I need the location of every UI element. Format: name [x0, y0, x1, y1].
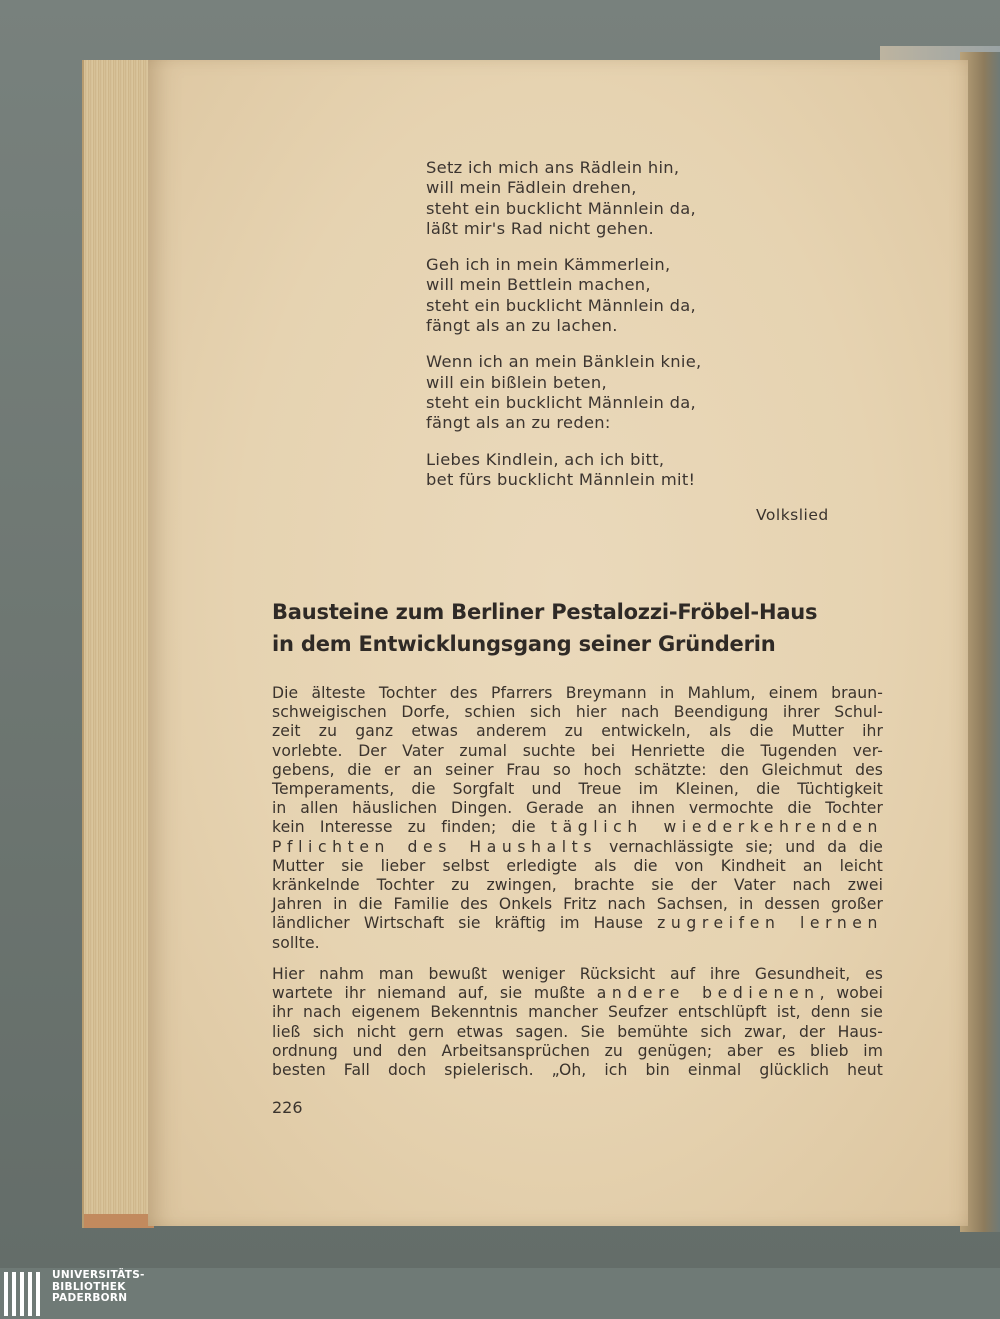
library-name [52, 1270, 145, 1305]
text-line [272, 838, 883, 857]
poem-stanza [426, 255, 846, 336]
poem-line: läßt mir's Rad nicht gehen. [426, 218, 654, 238]
poem [426, 158, 846, 506]
poem-stanza [426, 352, 846, 433]
text-run: ordnung und den Arbeitsansprüchen zu genügen; aber es blieb im [272, 1041, 883, 1060]
article-paragraph [272, 965, 883, 1080]
poem-line: will ein bißlein beten, [426, 372, 607, 392]
poem-line: steht ein bucklicht Männlein da, [426, 295, 697, 315]
text-run: Temperaments, die Sorgfalt und Treue im Kleinen, die Tüchtigkeit [272, 780, 883, 799]
text-run: ihr nach eigenem Bekenntnis mancher Seufzer entschlüpft ist, denn sie [272, 1003, 883, 1022]
text-line [272, 818, 883, 837]
text-run: kränkelnde Tochter zu zwingen, brachte sie der Vater nach zwei [272, 876, 883, 895]
text-line [272, 965, 883, 984]
emphasis-run: täglich wiederkehrenden [550, 818, 883, 837]
poem-line: will mein Bettlein machen, [426, 275, 651, 295]
poem-line: fängt als an zu reden: [426, 413, 611, 433]
poem-line: steht ein bucklicht Männlein da, [426, 392, 697, 412]
poem-stanza [426, 158, 846, 239]
poem-line: Wenn ich an mein Bänklein knie, [426, 352, 702, 372]
page-number: 226 [272, 1098, 303, 1117]
text-line [272, 934, 883, 953]
library-name-line: BIBLIOTHEK [52, 1280, 126, 1293]
text-line [272, 722, 883, 741]
poem-stanza [426, 450, 846, 491]
emphasis-run: andere bedienen [596, 984, 820, 1003]
poem-line: will mein Fädlein drehen, [426, 178, 637, 198]
library-footer [0, 1268, 1000, 1319]
text-line [272, 1023, 883, 1042]
poem-line: steht ein bucklicht Männlein da, [426, 198, 697, 218]
text-run: Jahren in die Familie des Onkels Fritz nach Sachsen, in dessen großer [272, 895, 883, 914]
text-run: ländlicher Wirtschaft sie kräftig im Hause [272, 914, 658, 933]
text-run: sollte. [272, 933, 320, 952]
poem-line: Liebes Kindlein, ach ich bitt, [426, 449, 665, 469]
text-run: wartete ihr niemand auf, sie mußte [272, 984, 597, 1003]
text-line [272, 780, 883, 799]
text-line [272, 799, 883, 818]
poem-line: Setz ich mich ans Rädlein hin, [426, 158, 680, 177]
page-stack-bottom [84, 1214, 154, 1228]
text-line [272, 703, 883, 722]
text-line [272, 876, 883, 895]
library-logo-icon [4, 1272, 48, 1316]
page-stack-edges [82, 60, 154, 1228]
text-line [272, 914, 883, 933]
article-heading [272, 596, 882, 660]
text-run: Mutter sie lieber selbst erledigte als die von Kindheit an leicht [272, 856, 883, 875]
library-name-line: PADERBORN [52, 1292, 128, 1304]
text-run: Hier nahm man bewußt weniger Rücksicht auf ihre Gesundheit, es [272, 965, 883, 983]
text-run: vernachlässigte sie; und da die [597, 837, 883, 856]
article-paragraph [272, 684, 883, 953]
text-run: , wobei [819, 984, 883, 1003]
text-line [272, 857, 883, 876]
poem-attribution: Volkslied [756, 506, 829, 524]
text-line [272, 895, 883, 914]
text-line [272, 1003, 883, 1022]
text-run: ließ sich nicht gern etwas sagen. Sie bemühte sich zwar, der Haus- [272, 1022, 883, 1041]
text-run: in allen häuslichen Dingen. Gerade an ihnen vermochte die Tochter [272, 799, 883, 818]
text-line [272, 1042, 883, 1061]
library-name-line: UNIVERSITÄTS- [52, 1269, 145, 1281]
text-run: vorlebte. Der Vater zumal suchte bei Henriette die Tugenden ver- [272, 741, 883, 760]
poem-line: bet fürs bucklicht Männlein mit! [426, 469, 696, 489]
text-line [272, 761, 883, 780]
text-run: Die älteste Tochter des Pfarrers Breymann in Mahlum, einem braun- [272, 684, 883, 702]
poem-line: Geh ich in mein Kämmerlein, [426, 255, 671, 275]
poem-line: fängt als an zu lachen. [426, 316, 618, 336]
text-line [272, 984, 883, 1003]
heading-line: Bausteine zum Berliner Pestalozzi-Fröbel-Haus [272, 600, 818, 624]
text-line [272, 1061, 883, 1080]
emphasis-run: Pflichten des Haushalts [272, 837, 598, 856]
text-line [272, 742, 883, 761]
text-run: zeit zu ganz etwas anderem zu entwickeln, als die Mutter ihr [272, 722, 883, 741]
text-run: gebens, die er an seiner Frau so hoch schätzte: den Gleichmut des [272, 760, 883, 779]
emphasis-run: zugreifen lernen [657, 914, 883, 933]
text-run: kein Interesse zu finden; die [272, 818, 551, 837]
text-run: besten Fall doch spielerisch. „Oh, ich bin einmal glücklich heut [272, 1061, 883, 1080]
heading-line: in dem Entwicklungsgang seiner Gründerin [272, 632, 776, 656]
text-line [272, 684, 883, 703]
text-run: schweigischen Dorfe, schien sich hier nach Beendigung ihrer Schul- [272, 703, 883, 722]
